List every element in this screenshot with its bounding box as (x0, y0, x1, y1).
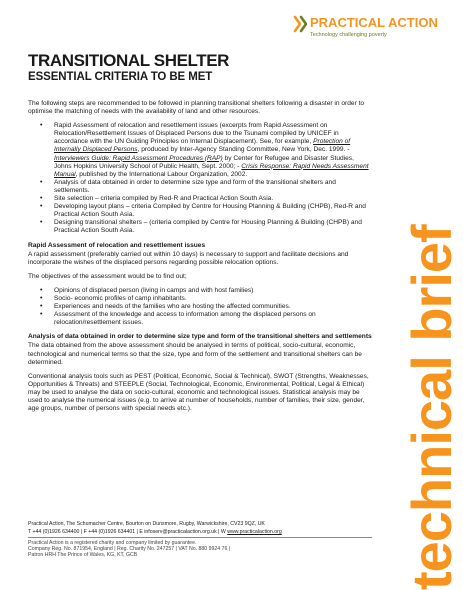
step-text: , produced by Inter-Agency Standing Committee, New York, Dec. 1999. - (137, 146, 350, 154)
side-banner-text: technical brief (400, 225, 463, 590)
page-footer (28, 521, 388, 558)
footer-contact-text: T +44 (0)1926 634400 | F +44 (0)1926 634401 | E infoserv@practicalaction.org.uk | W (28, 529, 228, 536)
intro-paragraph: The following steps are recommended to be followed in planning transitional shelters following a disaster in order to optimise the matching of needs with the availability of land and other resources. (28, 100, 365, 116)
step-text: by Center for Refugee and Disaster Studies, Johns Hopkins University School of Public Health, Sept. 2000; - (54, 154, 354, 170)
section-heading: Rapid Assessment of relocation and resettlement issues (28, 241, 206, 249)
list-item: • Assessment of the knowledge and access to information among the displaced persons on relocation/resettlement issues. (54, 311, 373, 327)
objectives-list (28, 287, 373, 327)
list-item: • Developing layout plans – criteria Compiled by Centre for Housing Planning & Building (CHPB), Red-R and Practical Action South Asia. (54, 203, 373, 219)
section-paragraph: The data obtained from the above assessment should be analysed in terms of political, socio-cultural, economic, technological and numerical terms so that the size, type and form of the settlement and transitional shelters can be determined. (28, 342, 362, 366)
list-item: • Opinions of displaced person (living in camps and with host families) (54, 287, 373, 295)
logo-tagline: Technology challenging poverty (310, 32, 387, 38)
section-paragraph: A rapid assessment (preferably carried out within 10 days) is necessary to support and facilitate decisions and incorporate the wishes of the displaced persons regarding possible relocation options. (28, 250, 349, 266)
main-content (28, 100, 373, 419)
reference-link[interactable]: Crisis Response: Rapid Needs Assessment Manual (54, 162, 369, 178)
footer-contact (28, 529, 388, 535)
practical-action-logo (292, 13, 438, 63)
steps-list (28, 122, 373, 235)
list-item (54, 122, 373, 179)
footer-patron: Patron HRH The Prince of Wales, KG, KT, GCB (28, 552, 138, 559)
side-banner (370, 100, 463, 590)
logo-name: PRACTICAL ACTION (310, 15, 438, 30)
section-paragraph: Conventional analysis tools such as PEST (Political, Economic, Social & Technical), SWOT (Strengths, Weaknesses, Opportunities & Threats) and STEEPLE (Social, Technological, Economic, Environmental, Political, Legal & Ethical) may be used to analyse the data on socio-cultural, economic and technological issues. Statistical analysis may be used to analyse the numerical issues (e.g. to arrive at number of households, number of families, their size, gender, age groups, number of persons with special needs etc.). (28, 372, 369, 413)
step-text: , published by the International Labour Organization, 2002. (75, 170, 248, 178)
section-heading: Analysis of data obtained in order to determine size type and form of the transitional shelters and settlements (28, 333, 372, 341)
footer-registration: Practical Action is a registered charity and company limited by guarantee. (28, 539, 197, 546)
page-subtitle: ESSENTIAL CRITERIA TO BE MET (28, 71, 213, 83)
list-item: • Designing transitional shelters – (criteria compiled by Centre for Housing Planning & Building (CHPB) and Practical Action South Asia. (54, 219, 373, 235)
footer-divider (28, 537, 372, 538)
footer-registration: Company Reg. No. 871954, England | Reg. Charity No. 247257 | VAT No. 880 9924 76 | (28, 545, 231, 552)
list-item: • Socio- economic profiles of camp inhabitants. (54, 295, 373, 303)
reference-link[interactable]: Protection of Internally Displaced Persons (54, 138, 351, 154)
website-link[interactable]: www.practicalaction.org (227, 529, 282, 536)
list-item: • Experiences and needs of the families who are hosting the affected communities. (54, 303, 373, 311)
list-item: • Site selection – criteria compiled by Red-R and Practical Action South Asia. (54, 195, 373, 203)
step-text: Rapid Assessment of relocation and resettlement issues (excerpts from Rapid Assessment on Relocation/Resettlement Issues of Displaced Persons due to the Tsunami compiled by UNICEF in accordance with the UN Guiding Principles on Internal Displacement). See, for example, (54, 122, 339, 146)
section-paragraph: The objectives of the assessment would be to find out; (28, 272, 187, 280)
page-title: TRANSITIONAL SHELTER (28, 51, 230, 70)
list-item: • Analysis of data obtained in order to determine size type and form of the transitional shelters and settlements. (54, 179, 373, 195)
footer-address: Practical Action, The Schumacher Centre, Bourton on Dunsmore, Rugby, Warwickshire, CV23 9QZ, UK (28, 521, 265, 527)
reference-link[interactable]: Interviewers Guide: Rapid Assessment Procedures (RAP) (54, 154, 223, 162)
logo-mark-icon (292, 15, 308, 33)
